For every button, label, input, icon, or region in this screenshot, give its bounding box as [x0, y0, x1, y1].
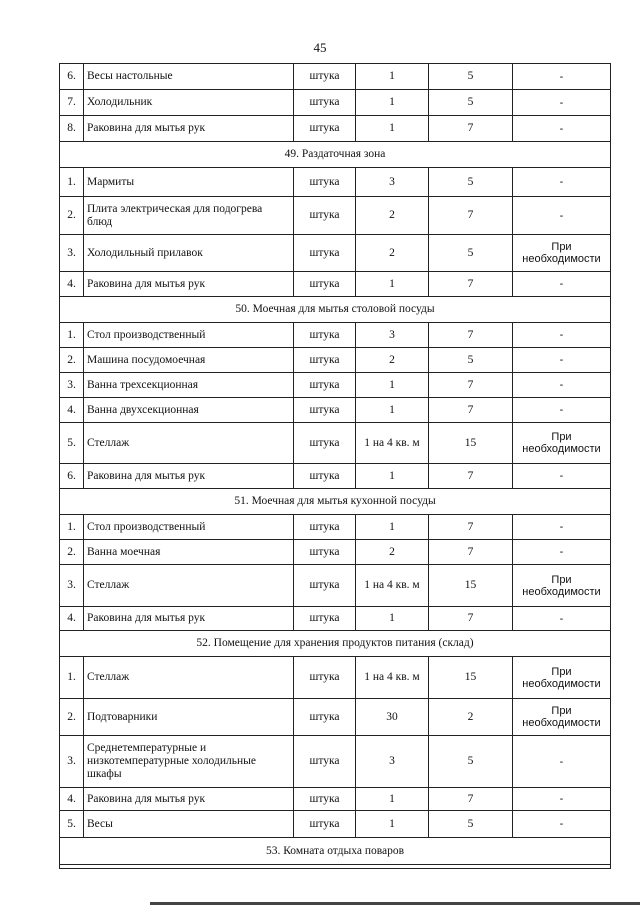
note-cell: -	[513, 811, 611, 838]
quantity-cell: 1 на 4 кв. м	[356, 565, 429, 607]
table-row	[60, 540, 611, 565]
quantity-cell: 3	[356, 736, 429, 788]
unit-cell: штука	[294, 788, 356, 811]
item-name-cell: Раковина для мытья рук	[84, 116, 294, 142]
note-cell: -	[513, 116, 611, 142]
service-life-cell: 7	[429, 464, 513, 489]
row-number-cell: 3.	[60, 235, 84, 272]
table-row	[60, 423, 611, 464]
item-name-cell: Ванна трехсекционная	[84, 373, 294, 398]
unit-cell: штука	[294, 736, 356, 788]
service-life-cell: 7	[429, 197, 513, 235]
table-row	[60, 348, 611, 373]
unit-cell: штука	[294, 811, 356, 838]
unit-cell: штука	[294, 90, 356, 116]
row-number-cell: 6.	[60, 464, 84, 489]
table-row	[60, 398, 611, 423]
row-number-cell: 8.	[60, 116, 84, 142]
note-cell: При необходимости	[513, 657, 611, 699]
note-cell: При необходимости	[513, 423, 611, 464]
quantity-cell: 3	[356, 323, 429, 348]
service-life-cell: 7	[429, 373, 513, 398]
unit-cell: штука	[294, 373, 356, 398]
unit-cell: штука	[294, 540, 356, 565]
row-number-cell: 7.	[60, 90, 84, 116]
row-number-cell: 4.	[60, 272, 84, 297]
item-name-cell: Стол производственный	[84, 323, 294, 348]
note-cell: -	[513, 736, 611, 788]
note-cell: -	[513, 197, 611, 235]
section-header-row	[60, 631, 611, 657]
service-life-cell: 5	[429, 348, 513, 373]
item-name-cell: Среднетемпературные и низкотемпературные холодильные шкафы	[84, 736, 294, 788]
item-name-cell: Стеллаж	[84, 657, 294, 699]
quantity-cell: 1	[356, 272, 429, 297]
row-number-cell: 3.	[60, 736, 84, 788]
table-row	[60, 788, 611, 811]
table-row	[60, 736, 611, 788]
service-life-cell: 5	[429, 235, 513, 272]
row-number-cell: 2.	[60, 348, 84, 373]
table-row	[60, 515, 611, 540]
quantity-cell: 30	[356, 699, 429, 736]
service-life-cell: 5	[429, 90, 513, 116]
service-life-cell: 7	[429, 272, 513, 297]
table-row	[60, 565, 611, 607]
item-name-cell: Раковина для мытья рук	[84, 607, 294, 631]
section-title: 49. Раздаточная зона	[60, 142, 611, 168]
service-life-cell: 5	[429, 168, 513, 197]
row-number-cell: 2.	[60, 197, 84, 235]
table-row	[60, 116, 611, 142]
service-life-cell: 15	[429, 657, 513, 699]
row-number-cell: 1.	[60, 657, 84, 699]
blank-cell	[60, 865, 611, 869]
section-header-row	[60, 297, 611, 323]
unit-cell: штука	[294, 657, 356, 699]
quantity-cell: 1	[356, 373, 429, 398]
unit-cell: штука	[294, 398, 356, 423]
item-name-cell: Машина посудомоечная	[84, 348, 294, 373]
service-life-cell: 7	[429, 515, 513, 540]
table-row	[60, 197, 611, 235]
item-name-cell: Холодильник	[84, 90, 294, 116]
item-name-cell: Стеллаж	[84, 565, 294, 607]
service-life-cell: 5	[429, 736, 513, 788]
row-number-cell: 5.	[60, 811, 84, 838]
quantity-cell: 1	[356, 515, 429, 540]
note-cell: -	[513, 464, 611, 489]
unit-cell: штука	[294, 235, 356, 272]
table-row	[60, 235, 611, 272]
row-number-cell: 1.	[60, 323, 84, 348]
item-name-cell: Раковина для мытья рук	[84, 788, 294, 811]
row-number-cell: 4.	[60, 607, 84, 631]
note-cell: -	[513, 90, 611, 116]
row-number-cell: 2.	[60, 540, 84, 565]
equipment-table	[59, 63, 611, 869]
item-name-cell: Подтоварники	[84, 699, 294, 736]
service-life-cell: 7	[429, 540, 513, 565]
unit-cell: штука	[294, 323, 356, 348]
table-row	[60, 323, 611, 348]
section-title: 50. Моечная для мытья столовой посуды	[60, 297, 611, 323]
note-cell: -	[513, 323, 611, 348]
unit-cell: штука	[294, 116, 356, 142]
item-name-cell: Весы	[84, 811, 294, 838]
quantity-cell: 1 на 4 кв. м	[356, 657, 429, 699]
note-cell: -	[513, 272, 611, 297]
unit-cell: штука	[294, 348, 356, 373]
section-header-row	[60, 489, 611, 515]
blank-row	[60, 865, 611, 869]
section-title: 51. Моечная для мытья кухонной посуды	[60, 489, 611, 515]
row-number-cell: 4.	[60, 398, 84, 423]
note-cell: -	[513, 607, 611, 631]
service-life-cell: 5	[429, 811, 513, 838]
quantity-cell: 1	[356, 64, 429, 90]
item-name-cell: Мармиты	[84, 168, 294, 197]
section-header-row	[60, 838, 611, 865]
quantity-cell: 1 на 4 кв. м	[356, 423, 429, 464]
table-row	[60, 373, 611, 398]
unit-cell: штука	[294, 64, 356, 90]
quantity-cell: 2	[356, 235, 429, 272]
quantity-cell: 1	[356, 398, 429, 423]
note-cell: -	[513, 64, 611, 90]
service-life-cell: 15	[429, 565, 513, 607]
note-cell: При необходимости	[513, 699, 611, 736]
row-number-cell: 2.	[60, 699, 84, 736]
note-cell: -	[513, 373, 611, 398]
service-life-cell: 7	[429, 323, 513, 348]
table-row	[60, 657, 611, 699]
unit-cell: штука	[294, 464, 356, 489]
item-name-cell: Ванна моечная	[84, 540, 294, 565]
service-life-cell: 5	[429, 64, 513, 90]
service-life-cell: 2	[429, 699, 513, 736]
quantity-cell: 2	[356, 540, 429, 565]
item-name-cell: Холодильный прилавок	[84, 235, 294, 272]
note-cell: -	[513, 788, 611, 811]
note-cell: -	[513, 540, 611, 565]
item-name-cell: Раковина для мытья рук	[84, 272, 294, 297]
table-row	[60, 811, 611, 838]
row-number-cell: 1.	[60, 515, 84, 540]
quantity-cell: 2	[356, 348, 429, 373]
table-row	[60, 90, 611, 116]
service-life-cell: 7	[429, 607, 513, 631]
unit-cell: штука	[294, 515, 356, 540]
note-cell: -	[513, 398, 611, 423]
item-name-cell: Раковина для мытья рук	[84, 464, 294, 489]
table-row	[60, 464, 611, 489]
item-name-cell: Ванна двухсекционная	[84, 398, 294, 423]
unit-cell: штука	[294, 565, 356, 607]
row-number-cell: 3.	[60, 373, 84, 398]
service-life-cell: 7	[429, 788, 513, 811]
item-name-cell: Стеллаж	[84, 423, 294, 464]
quantity-cell: 3	[356, 168, 429, 197]
section-title: 53. Комната отдыха поваров	[60, 838, 611, 865]
table-row	[60, 168, 611, 197]
table-row	[60, 607, 611, 631]
section-header-row	[60, 142, 611, 168]
service-life-cell: 15	[429, 423, 513, 464]
unit-cell: штука	[294, 272, 356, 297]
row-number-cell: 1.	[60, 168, 84, 197]
note-cell: При необходимости	[513, 565, 611, 607]
note-cell: -	[513, 515, 611, 540]
service-life-cell: 7	[429, 398, 513, 423]
equipment-table-body	[60, 64, 611, 869]
table-row	[60, 64, 611, 90]
service-life-cell: 7	[429, 116, 513, 142]
unit-cell: штука	[294, 423, 356, 464]
unit-cell: штука	[294, 197, 356, 235]
page-number: 45	[313, 40, 327, 55]
section-title: 52. Помещение для хранения продуктов питания (склад)	[60, 631, 611, 657]
table-row	[60, 272, 611, 297]
quantity-cell: 1	[356, 811, 429, 838]
item-name-cell: Плита электрическая для подогрева блюд	[84, 197, 294, 235]
quantity-cell: 1	[356, 116, 429, 142]
row-number-cell: 4.	[60, 788, 84, 811]
unit-cell: штука	[294, 607, 356, 631]
quantity-cell: 1	[356, 607, 429, 631]
unit-cell: штука	[294, 168, 356, 197]
quantity-cell: 1	[356, 464, 429, 489]
note-cell: -	[513, 348, 611, 373]
unit-cell: штука	[294, 699, 356, 736]
item-name-cell: Стол производственный	[84, 515, 294, 540]
quantity-cell: 2	[356, 197, 429, 235]
row-number-cell: 3.	[60, 565, 84, 607]
row-number-cell: 5.	[60, 423, 84, 464]
note-cell: При необходимости	[513, 235, 611, 272]
row-number-cell: 6.	[60, 64, 84, 90]
item-name-cell: Весы настольные	[84, 64, 294, 90]
quantity-cell: 1	[356, 90, 429, 116]
table-row	[60, 699, 611, 736]
quantity-cell: 1	[356, 788, 429, 811]
note-cell: -	[513, 168, 611, 197]
